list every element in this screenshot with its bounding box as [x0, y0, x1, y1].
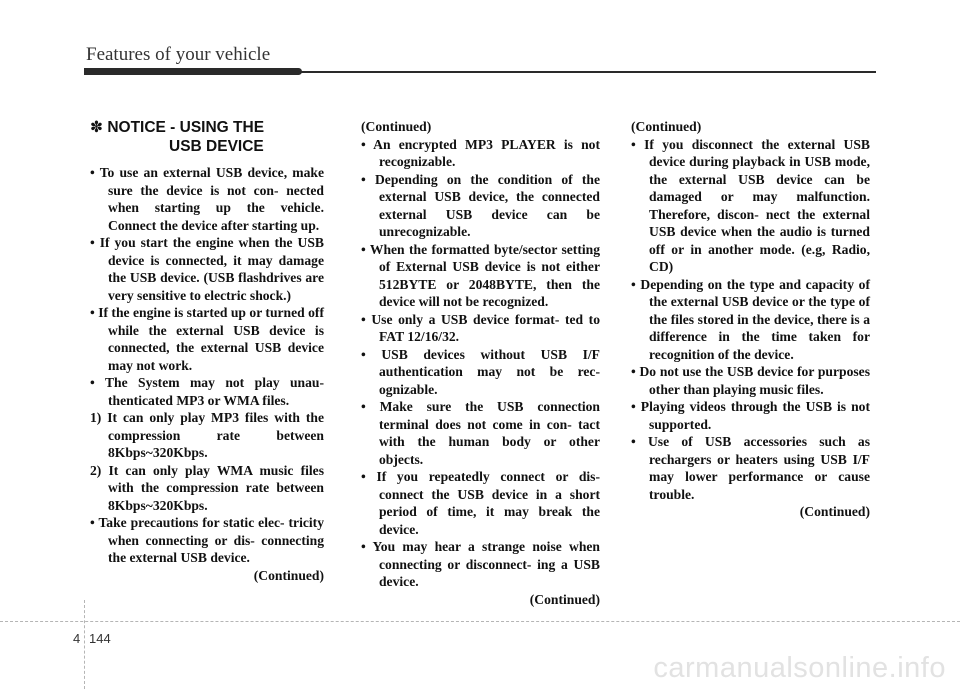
footer-divider — [84, 600, 85, 689]
continued-label: (Continued) — [529, 591, 600, 607]
numbered-paragraph: 1) It can only play MP3 files with the compression rate between 8Kbps~320Kbps. — [90, 410, 324, 460]
bullet-paragraph: • Make sure the USB connection terminal does not come in con- tact with the human body or other objects. — [361, 399, 600, 467]
bullet-paragraph: • If you disconnect the external USB device during playback in USB mode, the external USB device can be damaged or may malfunction. Therefore, discon- nect the external USB device when the audio is turned off or in another mode. (e.g, Radio, CD) — [631, 136, 870, 274]
watermark-text: carmanualsonline.info — [653, 652, 946, 684]
continued-top-label: (Continued) — [361, 119, 432, 134]
bullet-paragraph: • Playing videos through the USB is not supported. — [631, 399, 870, 432]
continued-top-label: (Continued) — [631, 119, 702, 134]
bullet-paragraph: • Use only a USB device format- ted to FAT 12/16/32. — [361, 311, 600, 344]
bullet-paragraph: • If you start the engine when the USB device is connected, it may damage the USB device. (USB flashdrives are very sensitive to electric shock.) — [90, 235, 324, 303]
continued-label: (Continued) — [253, 567, 324, 583]
notice-heading — [90, 118, 324, 156]
bullet-paragraph: • If you repeatedly connect or dis- connect the USB device in a short period of time, it may break the device. — [361, 469, 600, 537]
notice-heading-line2: USB DEVICE — [169, 138, 264, 155]
numbered-paragraph: 2) It can only play WMA music files with the compression rate between 8Kbps~320Kbps. — [90, 462, 324, 513]
bullet-paragraph: • Depending on the type and capacity of the external USB device or the type of the files stored in the device, there is a difference in the time taken for recognition of the device. — [631, 276, 870, 362]
continued-label: (Continued) — [799, 504, 870, 519]
bullet-paragraph: • Depending on the condition of the external USB device, the connected external USB device can be unrecognizable. — [361, 171, 600, 239]
bullet-paragraph: • Use of USB accessories such as rechargers or heaters using USB I/F may lower performance or cause trouble. — [631, 434, 870, 502]
column-1 — [90, 118, 324, 584]
bullet-paragraph: • To use an external USB device, make sure the device is not con- nected when starting up the vehicle. Connect the device after starting up. — [90, 165, 324, 233]
chapter-number: 4 — [73, 631, 81, 646]
bullet-paragraph: • When the formatted byte/sector setting of External USB device is not either 512BYTE or 2048BYTE, then the device will not be recognized. — [361, 241, 600, 309]
notice-star-icon: ✽ — [90, 119, 103, 136]
page-number: 144 — [89, 631, 111, 646]
column-3 — [631, 118, 870, 521]
bullet-paragraph: • USB devices without USB I/F authentication may not be rec- ognizable. — [361, 346, 600, 397]
column-2 — [361, 118, 600, 608]
bullet-paragraph: • The System may not play unau- thenticated MP3 or WMA files. — [90, 375, 324, 408]
bullet-paragraph: • If the engine is started up or turned off while the external USB device is connected, the external USB device may not work. — [90, 305, 324, 373]
header-rule — [84, 71, 876, 73]
bullet-paragraph: • Do not use the USB device for purposes other than playing music files. — [631, 364, 870, 397]
bullet-paragraph: • You may hear a strange noise when connecting or disconnect- ing a USB device. — [361, 539, 600, 589]
bullet-paragraph: • Take precautions for static elec- tricity when connecting or dis- connecting the external USB device. — [90, 515, 324, 565]
page-header-title: Features of your vehicle — [86, 44, 271, 65]
bullet-paragraph: • An encrypted MP3 PLAYER is not recognizable. — [361, 136, 600, 169]
footer-rule — [0, 621, 960, 622]
notice-heading-line1: NOTICE - USING THE — [107, 119, 265, 136]
